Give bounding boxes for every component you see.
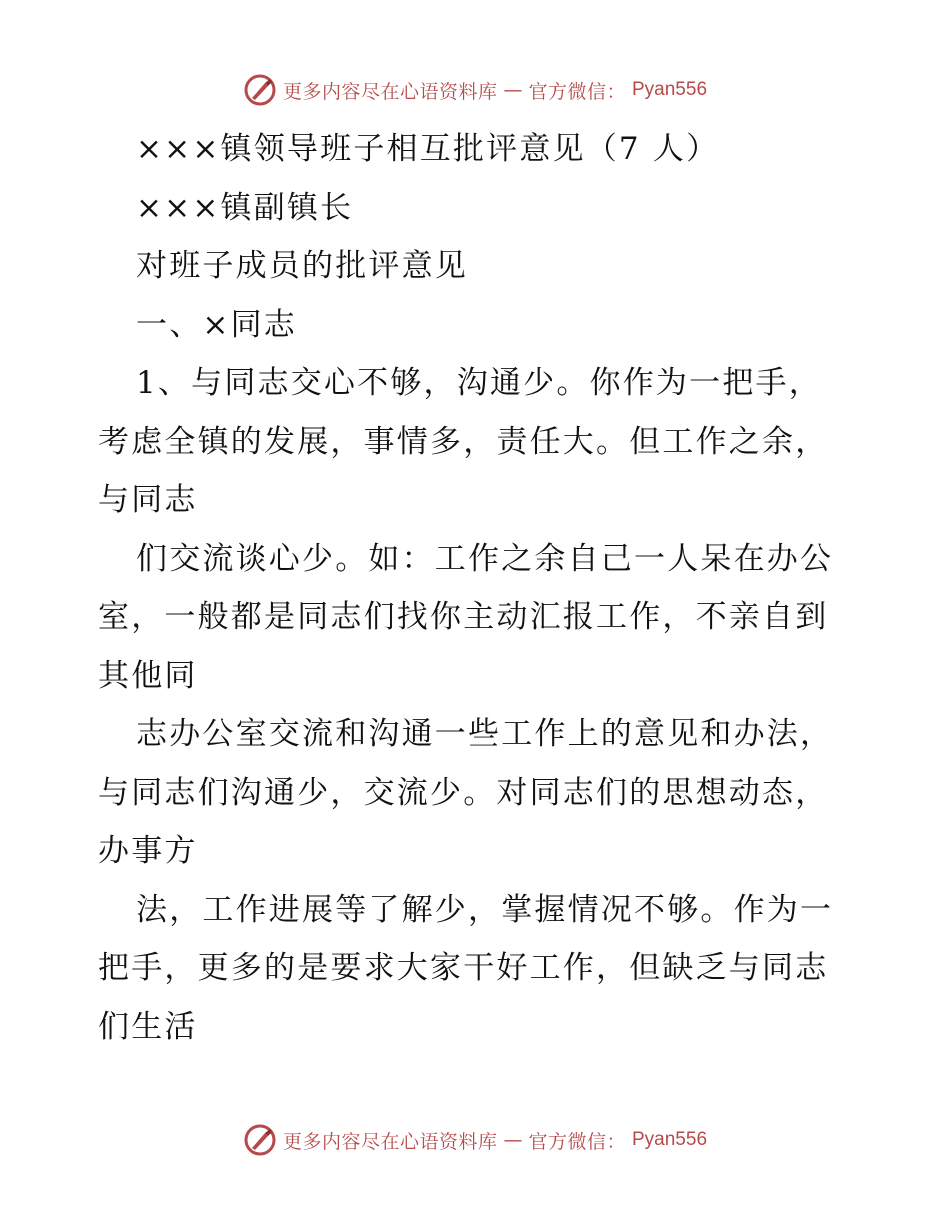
- watermark-label: 官方微信：: [528, 80, 626, 103]
- subsection-heading: 一、×同志: [136, 306, 297, 343]
- paragraph-line: 志办公室交流和沟通一些工作上的意见和办法，: [136, 716, 834, 752]
- paragraph-line: 们交流谈心少。如：工作之余自己一人呆在办公: [136, 540, 834, 577]
- watermark-separator: —: [503, 1129, 523, 1151]
- paragraph-line: 们生活: [98, 1008, 198, 1045]
- pen-seal-icon: [243, 73, 277, 107]
- section-heading: 对班子成员的批评意见: [136, 248, 468, 284]
- pen-seal-icon: [243, 1123, 277, 1157]
- paragraph-line: 办事方: [98, 833, 198, 869]
- doc-subtitle: ×××镇副镇长: [136, 189, 354, 226]
- watermark-label: 官方微信：: [528, 1130, 626, 1153]
- footer-watermark: [0, 1120, 950, 1160]
- paragraph-line: 室，一般都是同志们找你主动汇报工作，不亲自到: [98, 599, 829, 635]
- watermark-wechat-id: Pyan556: [632, 79, 708, 100]
- paragraph-line: 其他同: [98, 657, 198, 694]
- paragraph-line: 把手，更多的是要求大家干好工作，但缺乏与同志: [98, 950, 829, 986]
- header-watermark: [0, 70, 950, 110]
- watermark-text: 更多内容尽在心语资料库: [282, 1130, 498, 1153]
- doc-title: ×××镇领导班子相互批评意见（7 人）: [136, 131, 720, 167]
- watermark-wechat-id: Pyan556: [632, 1129, 708, 1150]
- paragraph-line: 与同志们沟通少，交流少。对同志们的思想动态，: [98, 774, 829, 811]
- paragraph-line: 与同志: [98, 482, 198, 518]
- paragraph-line: 法，工作进展等了解少，掌握情况不够。作为一: [136, 891, 834, 928]
- watermark-text: 更多内容尽在心语资料库: [282, 80, 498, 103]
- paragraph-line: 考虑全镇的发展，事情多，责任大。但工作之余，: [98, 423, 829, 460]
- document-body: [98, 120, 858, 1056]
- paragraph-line: 1、与同志交心不够，沟通少。你作为一把手，: [136, 365, 822, 401]
- watermark-separator: —: [503, 79, 523, 101]
